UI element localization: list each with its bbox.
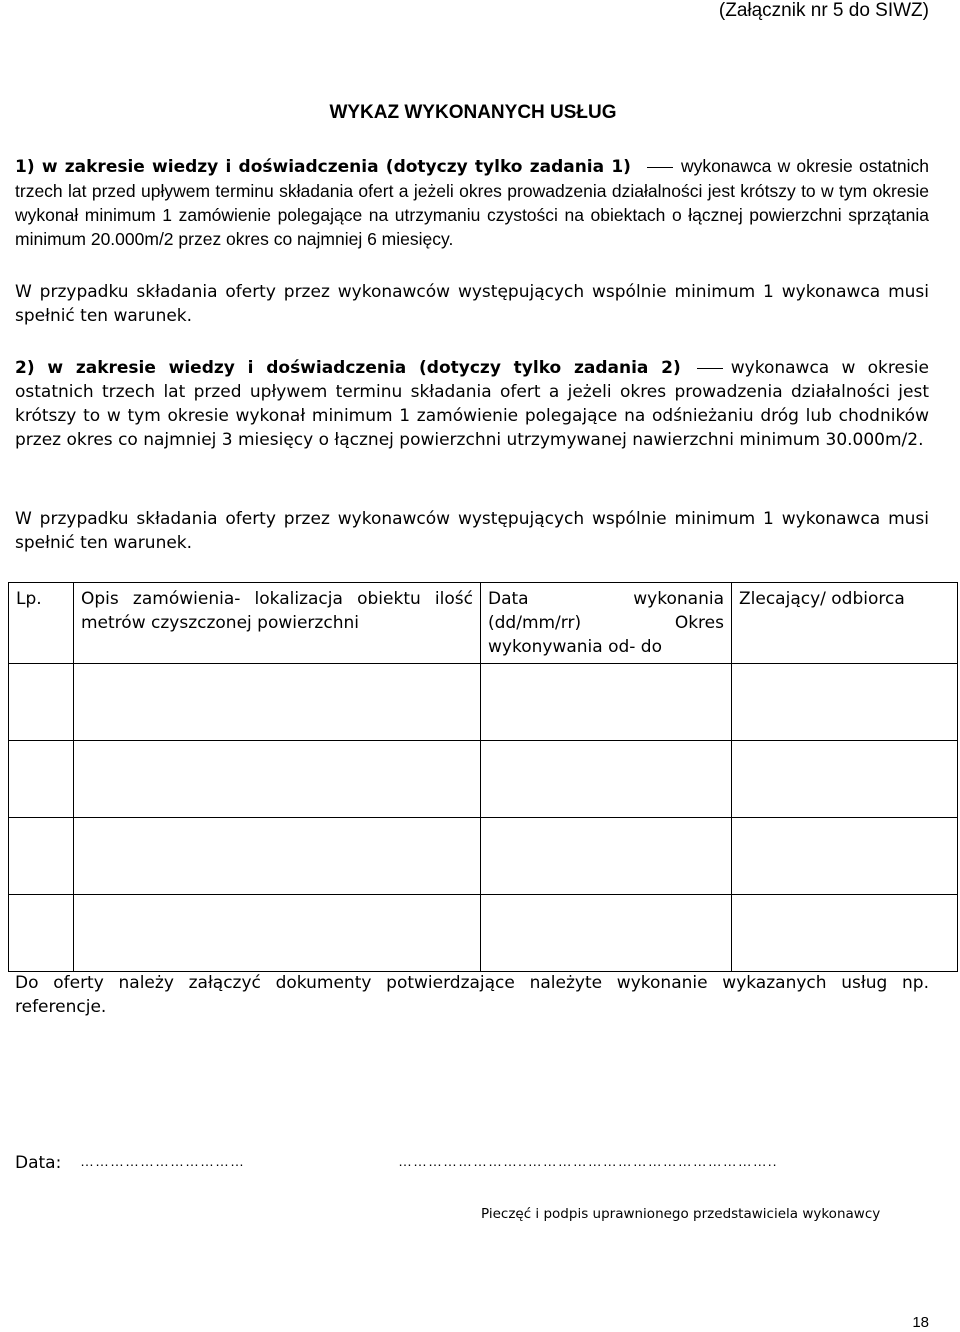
table-cell[interactable] <box>74 741 481 818</box>
table-cell[interactable] <box>9 664 74 741</box>
header-date: Data wykonania (dd/mm/rr) Okres wykonywania od- do <box>481 583 732 664</box>
table-row <box>9 818 958 895</box>
page-number: 18 <box>912 1314 929 1331</box>
table-cell[interactable] <box>732 741 958 818</box>
section-1-text: wykonawca w okresie ostatnich trzech lat przed upływem terminu składania ofert a jeżeli okres prowadzenia działalności jest krótszy to w tym okresie wykonał minimum 1 zamówienie polegające na utrzymaniu czystości na obiektach o łącznej powierzchni sprzątania minimum 20.000m/2 przez okres co najmniej 6 miesięcy. <box>15 156 930 249</box>
dash-separator <box>647 167 673 168</box>
section-1-note: W przypadku składania oferty przez wykonawców występujących wspólnie minimum 1 wykonawca musi spełnić ten warunek. <box>15 282 929 326</box>
attachments-note: Do oferty należy załączyć dokumenty potwierdzające należyte wykonanie wykazanych usług np. referencje. <box>15 973 929 1017</box>
dash-separator <box>697 368 723 369</box>
table-header-row <box>9 583 958 664</box>
table-cell[interactable] <box>481 741 732 818</box>
table-cell[interactable] <box>481 818 732 895</box>
section-2-lead: 2) w zakresie wiedzy i doświadczenia (dotyczy tylko zadania 2) <box>15 358 681 378</box>
table-cell[interactable] <box>74 818 481 895</box>
table-cell[interactable] <box>9 895 74 972</box>
table-cell[interactable] <box>732 664 958 741</box>
table-cell[interactable] <box>481 664 732 741</box>
signature-caption: Pieczęć i podpis uprawnionego przedstawiciela wykonawcy <box>481 1206 881 1222</box>
section-2-note: W przypadku składania oferty przez wykonawców występujących wspólnie minimum 1 wykonawca musi spełnić ten warunek. <box>15 509 929 553</box>
table-cell[interactable] <box>732 895 958 972</box>
table-row <box>9 895 958 972</box>
header-description: Opis zamówienia- lokalizacja obiektu ilość metrów czyszczonej powierzchni <box>74 583 481 664</box>
table-row <box>9 741 958 818</box>
section-2-requirement <box>15 356 929 452</box>
table-row <box>9 664 958 741</box>
table-cell[interactable] <box>481 895 732 972</box>
date-field[interactable]: …………………………… <box>80 1153 245 1169</box>
table-cell[interactable] <box>9 741 74 818</box>
signature-field[interactable]: ……………………..………………………………………….. <box>398 1153 778 1169</box>
date-label: Data: <box>15 1153 62 1173</box>
section-1-lead: 1) w zakresie wiedzy i doświadczenia (dotyczy tylko zadania 1) <box>15 157 631 177</box>
document-title: WYKAZ WYKONANYCH USŁUG <box>329 102 617 123</box>
section-2-text: wykonawca w okresie ostatnich trzech lat przed upływem terminu składania ofert a jeżeli okres prowadzenia działalności jest krótszy to w tym okresie wykonał minimum 1 zamówienie polegające na odśnieżaniu dróg lub chodników przez okres co najmniej 3 miesięcy o łącznej powierzchni utrzymywanej nawierzchni minimum 30.000m/2. <box>15 358 929 450</box>
section-1-requirement <box>15 154 929 251</box>
table-cell[interactable] <box>732 818 958 895</box>
table-cell[interactable] <box>9 818 74 895</box>
table-cell[interactable] <box>74 664 481 741</box>
services-table <box>8 582 958 972</box>
header-lp: Lp. <box>9 583 74 664</box>
header-client: Zlecający/ odbiorca <box>732 583 958 664</box>
annex-label: (Załącznik nr 5 do SIWZ) <box>718 0 929 21</box>
table-cell[interactable] <box>74 895 481 972</box>
